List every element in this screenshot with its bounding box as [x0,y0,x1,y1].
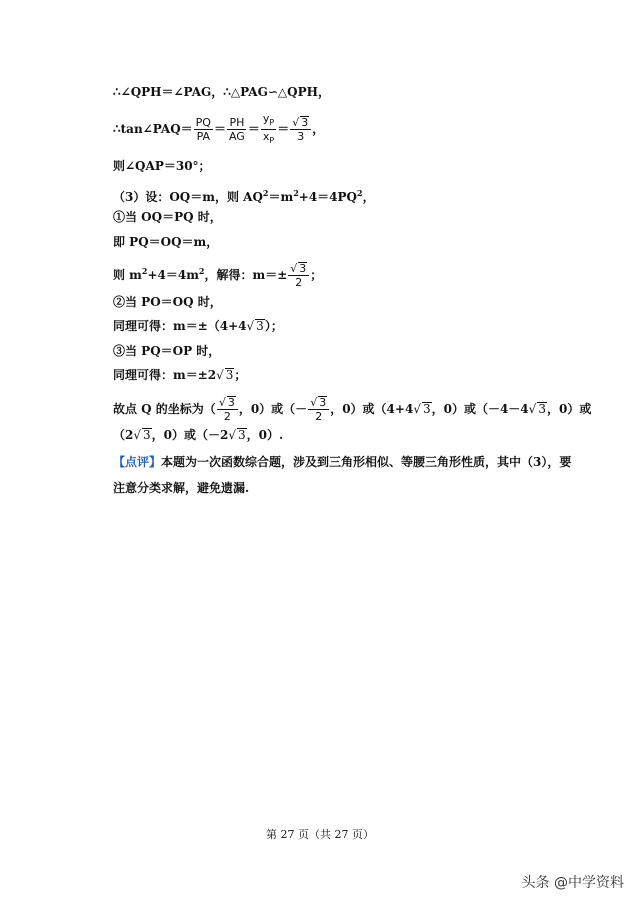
line-case1-eq: 即 PQ＝OQ＝m， [113,235,219,249]
line-case2: ②当 PO＝OQ 时， [113,295,222,309]
fraction-ph-ag: $\frac{PH}{AG}$ [228,116,245,144]
text: ∴tan∠PAQ＝ [113,122,193,137]
line-comment-cont: 注意分类求解，避免遗漏. [113,481,250,495]
fraction-yp-xp: $\frac{y_P}{x_P}$ [262,112,275,146]
line-case3-result: 同理可得：m＝±2√ 3； [113,368,247,382]
line-case1-solve: 则 $m^2+4=4m^2$，解得：m＝± $\frac{√ 3}{2}$ ； [113,262,323,289]
line-case3: ③当 PQ＝OP 时， [113,344,221,358]
text: ＝ [277,122,290,137]
line-tan-ratio [113,112,324,147]
page-footer: 第 27 页（共 27 页） [266,828,374,841]
line-comment: 【点评】本题为一次函数综合题，涉及到三角形相似、等腰三角形性质，其中（3），要 [113,455,572,469]
watermark: 头条 @中学资料 [521,875,624,891]
fraction-root3-2: $\frac{√ 3}{2}$ [288,262,309,289]
line-similar-triangles [113,84,330,100]
comment-tag: 【点评】 [113,455,162,469]
text: ＝ [247,122,260,137]
fraction-pq-pa: $\frac{PQ}{PA}$ [195,116,211,144]
text: ， [312,122,325,137]
line-case2-result: 同理可得：m＝±（4+4√ 3）； [113,319,283,333]
line-coordinates: 故点 Q 的坐标为（ $\frac{√ 3}{2}$ ，0）或（－ $\frac{√ 3}{2}$ ，0）或（4+4√ 3，0）或（－4－4√ 3，0）或 [113,396,592,423]
text: ＝ [213,122,226,137]
text: ∴∠QPH＝∠PAG，∴△PAG∽△QPH， [113,85,330,99]
radical-sign: √ [292,116,300,130]
line-part3-setup: （3）设：OQ＝m，则 $AQ^2=m^2+4=4PQ^2$， [113,188,375,204]
line-case1: ①当 OQ＝PQ 时， [113,210,222,224]
text: 则∠QAP＝30°； [113,159,211,173]
line-coordinates-cont: （2√ 3，0）或（－2√ 3，0）. [113,428,284,442]
line-angle-result [113,158,211,174]
fraction-root3-3: $\frac{√ 3}{3}$ [290,116,311,143]
